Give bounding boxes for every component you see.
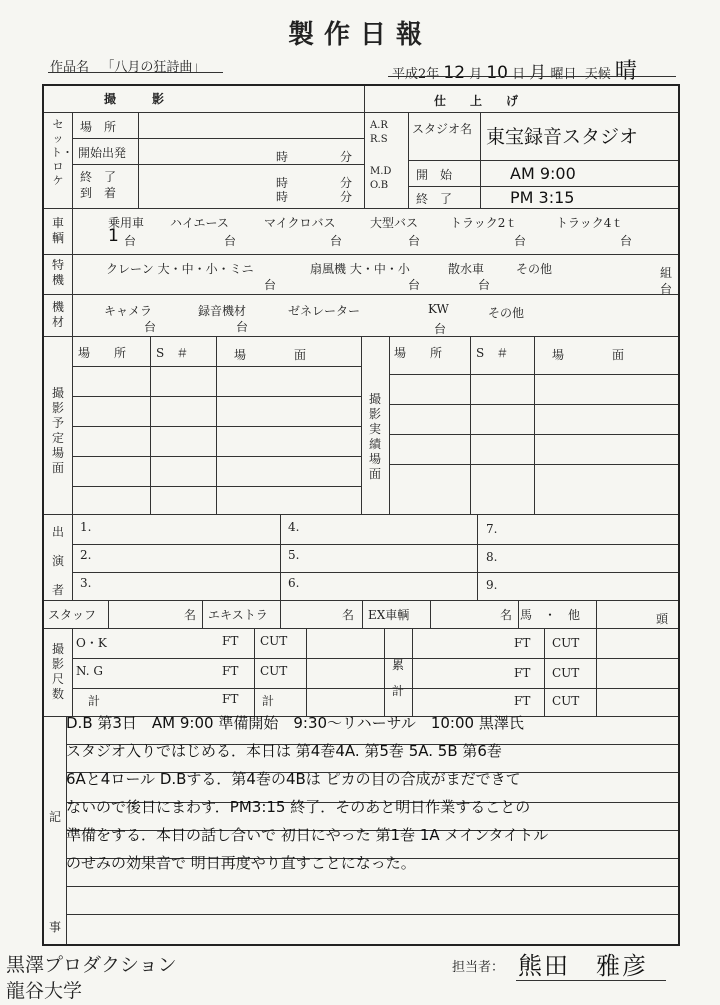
total-cut-label: 計 [262, 694, 275, 708]
rule [408, 112, 409, 208]
rule [306, 628, 307, 716]
rule [44, 254, 678, 255]
cast-label: 出演者 [51, 525, 64, 597]
vehicle-bus: 大型バス [370, 216, 419, 230]
cast-3: 3. [80, 576, 92, 590]
planned-scenes-label: 撮影予定場面 [51, 386, 64, 475]
hiace-unit: 台 [224, 234, 237, 248]
ex-vehicle-unit: 名 [500, 608, 513, 622]
rule [72, 208, 73, 336]
total-label: 計 [88, 694, 101, 708]
ok-cut: CUT [260, 634, 288, 648]
rule [72, 628, 73, 716]
month-value: 12 [443, 63, 466, 83]
set-unit: 組 [660, 266, 673, 280]
ok-ft: FT [222, 634, 239, 648]
vehicle-hiace: ハイエース [170, 216, 229, 230]
representative-underline [516, 980, 666, 981]
microbus-unit: 台 [330, 234, 343, 248]
ob-label: O.B [370, 180, 389, 191]
generator: ゼネレーター [288, 304, 361, 318]
rule [596, 600, 597, 628]
rule [44, 514, 678, 515]
weather-label: 天候 [584, 67, 611, 82]
rule [408, 160, 678, 161]
rule [108, 600, 109, 628]
fan-unit: 台 [408, 278, 421, 292]
rule [280, 600, 281, 628]
finish-heading: 仕 上 げ [434, 94, 519, 108]
rule [544, 628, 545, 716]
page-title: 製作日報 [287, 20, 432, 50]
watermark-university: 龍谷大学 [6, 980, 83, 1002]
place-label: 場 所 [80, 120, 117, 134]
staff-unit: 名 [184, 608, 197, 622]
kw: KW [428, 302, 449, 316]
cast-7: 7. [486, 522, 498, 536]
extra-label: エキストラ [208, 608, 268, 622]
rule [480, 112, 481, 208]
representative-name: 熊田 雅彦 [518, 952, 648, 980]
cum-total-ft: FT [514, 694, 531, 708]
depart-label: 開始出発 [78, 146, 127, 160]
rule [384, 628, 385, 716]
rule [72, 336, 73, 514]
date-underline [388, 76, 676, 77]
md-label: M.D [370, 166, 392, 177]
rule [470, 336, 471, 514]
arrive-hour: 時 [276, 190, 289, 204]
rule [72, 688, 678, 689]
actual-col-s: S ＃ [476, 346, 509, 360]
rule [44, 112, 678, 113]
memo-line-3: 6Aと4ロール D.Bする．第4巻の4Bは ピカの目の合成がまだできて [66, 770, 521, 788]
cast-8: 8. [486, 550, 498, 564]
rule [364, 86, 365, 208]
horse-label: 馬 ・ 他 [520, 608, 581, 622]
memo-line-6: のせみの効果音で 明日再度やり直すことになった。 [66, 854, 416, 872]
sound-unit: 台 [236, 320, 249, 334]
weather-value: 晴 [614, 59, 637, 84]
studio-label: スタジオ名 [412, 122, 473, 136]
actual-col-scene: 場 面 [552, 348, 625, 362]
staff-label: スタッフ [48, 608, 97, 622]
rule [477, 514, 478, 600]
cum-ng-ft: FT [514, 666, 531, 680]
depart-hour: 時 [276, 150, 289, 164]
rule [596, 628, 597, 716]
rule [150, 336, 151, 514]
ng-cut: CUT [260, 664, 288, 678]
cast-6: 6. [288, 576, 300, 590]
ar-label: A.R [370, 120, 388, 131]
vehicle-truck4: トラック4ｔ [556, 216, 624, 230]
planned-col-scene: 場 面 [234, 348, 307, 362]
car-unit: 台 [124, 234, 137, 248]
rule [72, 514, 73, 600]
memo-line-2: スタジオ入りではじめる．本日は 第4巻4A. 第5巻 5A. 5B 第6巻 [66, 742, 502, 760]
memo-line-5: 準備をする．本日の話し合いで 初日にやった 第1巻 1A メインタイトル [66, 826, 549, 844]
total-ft: FT [222, 692, 239, 706]
rule [72, 164, 364, 165]
other-unit: 台 [660, 282, 673, 296]
representative-label: 担当者： [452, 960, 505, 975]
equipment-other: その他 [488, 306, 525, 320]
actual-col-place: 場 所 [394, 346, 443, 360]
rs-label: R.S [370, 134, 388, 145]
vehicle-car: 乗用車 [108, 216, 145, 230]
rule [72, 138, 364, 139]
rule [44, 208, 678, 209]
sound-equipment: 録音機材 [198, 304, 247, 318]
shoot-heading: 撮 影 [104, 92, 165, 106]
rule [72, 544, 678, 545]
day-value: 10 [486, 63, 508, 83]
day-label: 日 [512, 67, 526, 82]
start-label: 開 始 [416, 168, 453, 182]
depart-minute: 分 [340, 150, 353, 164]
end-value: PM 3:15 [510, 188, 575, 207]
cast-5: 5. [288, 548, 300, 562]
rule [44, 628, 678, 629]
special-other: その他 [516, 262, 553, 276]
arrive-label: 到 着 [80, 186, 117, 200]
memo-line-4: ないので後日にまわす．PM3:15 終了．そのあと明日作業することの [66, 798, 531, 816]
rule [66, 886, 678, 887]
rule [430, 600, 431, 628]
kw-unit: 台 [434, 322, 447, 336]
planned-col-place: 場 所 [78, 346, 127, 360]
ex-vehicle-label: EX車輌 [368, 608, 410, 622]
start-value: AM 9:00 [510, 164, 576, 183]
rule [216, 336, 217, 514]
vehicles-label: 車輌 [51, 216, 64, 245]
weekday-label: 曜日 [550, 67, 577, 82]
equipment-label: 機材 [51, 300, 64, 329]
end-hour: 時 [276, 176, 289, 190]
studio-value: 東宝録音スタジオ [486, 126, 639, 148]
crane: クレーン 大・中・小・ミニ [106, 262, 254, 276]
cast-2: 2. [80, 548, 92, 562]
arrive-minute: 分 [340, 190, 353, 204]
rule [412, 628, 413, 716]
planned-col-s: S ＃ [156, 346, 189, 360]
head-unit: 頭 [656, 612, 669, 626]
truck4-unit: 台 [620, 234, 633, 248]
rule [362, 600, 363, 628]
rule [66, 914, 678, 915]
car-count: 1 [108, 226, 119, 246]
extra-unit: 名 [342, 608, 355, 622]
cum-ok-ft: FT [514, 636, 531, 650]
rule [72, 658, 678, 659]
rule [280, 514, 281, 600]
watermark-production: 黒澤プロダクション [6, 954, 177, 976]
work-underline [48, 72, 223, 73]
water-truck: 散水車 [448, 262, 485, 276]
bus-unit: 台 [408, 234, 421, 248]
rule [408, 186, 678, 187]
rule [534, 336, 535, 514]
cast-9: 9. [486, 578, 498, 592]
ok-label: O・K [76, 636, 107, 650]
weekday-value: 月 [529, 63, 547, 83]
rule [44, 294, 678, 295]
actual-scenes-label: 撮影実績場面 [368, 392, 381, 481]
ng-ft: FT [222, 664, 239, 678]
rule [138, 112, 139, 208]
rule [72, 112, 73, 208]
set-location-label: セット・ロケ [51, 118, 73, 187]
water-unit: 台 [478, 278, 491, 292]
cum-ok-cut: CUT [552, 636, 580, 650]
cast-4: 4. [288, 520, 300, 534]
rule [44, 600, 678, 601]
rule [389, 336, 390, 514]
rule [518, 600, 519, 628]
cum-ng-cut: CUT [552, 666, 580, 680]
era: 平成2年 [392, 67, 440, 82]
camera-unit: 台 [144, 320, 157, 334]
crane-unit: 台 [264, 278, 277, 292]
end-minute: 分 [340, 176, 353, 190]
truck2-unit: 台 [514, 234, 527, 248]
rule [72, 572, 678, 573]
rule [254, 628, 255, 716]
date-field [392, 54, 637, 85]
memo-label: 記事 [48, 810, 61, 934]
cast-1: 1. [80, 520, 92, 534]
finish-end-label: 終 了 [416, 192, 453, 206]
vehicle-microbus: マイクロバス [264, 216, 336, 230]
cumulative-label: 累計 [391, 658, 404, 698]
special-label: 特機 [51, 258, 64, 287]
work-label: 作品名 [50, 60, 90, 75]
fan: 扇風機 大・中・小 [310, 262, 410, 276]
footage-label: 撮影尺数 [51, 642, 64, 701]
work-title: 「八月の狂詩曲」 [101, 60, 206, 75]
ng-label: N. G [76, 664, 103, 678]
memo-line-1: D.B 第3日 AM 9:00 準備開始 9:30〜リハーサル 10:00 黒澤氏 [66, 714, 524, 732]
month-label: 月 [469, 67, 483, 82]
camera: キャメラ [104, 304, 153, 318]
vehicle-truck2: トラック2ｔ [450, 216, 518, 230]
cum-total-cut: CUT [552, 694, 580, 708]
rule [361, 336, 362, 514]
rule [202, 600, 203, 628]
end-label: 終 了 [80, 170, 117, 184]
